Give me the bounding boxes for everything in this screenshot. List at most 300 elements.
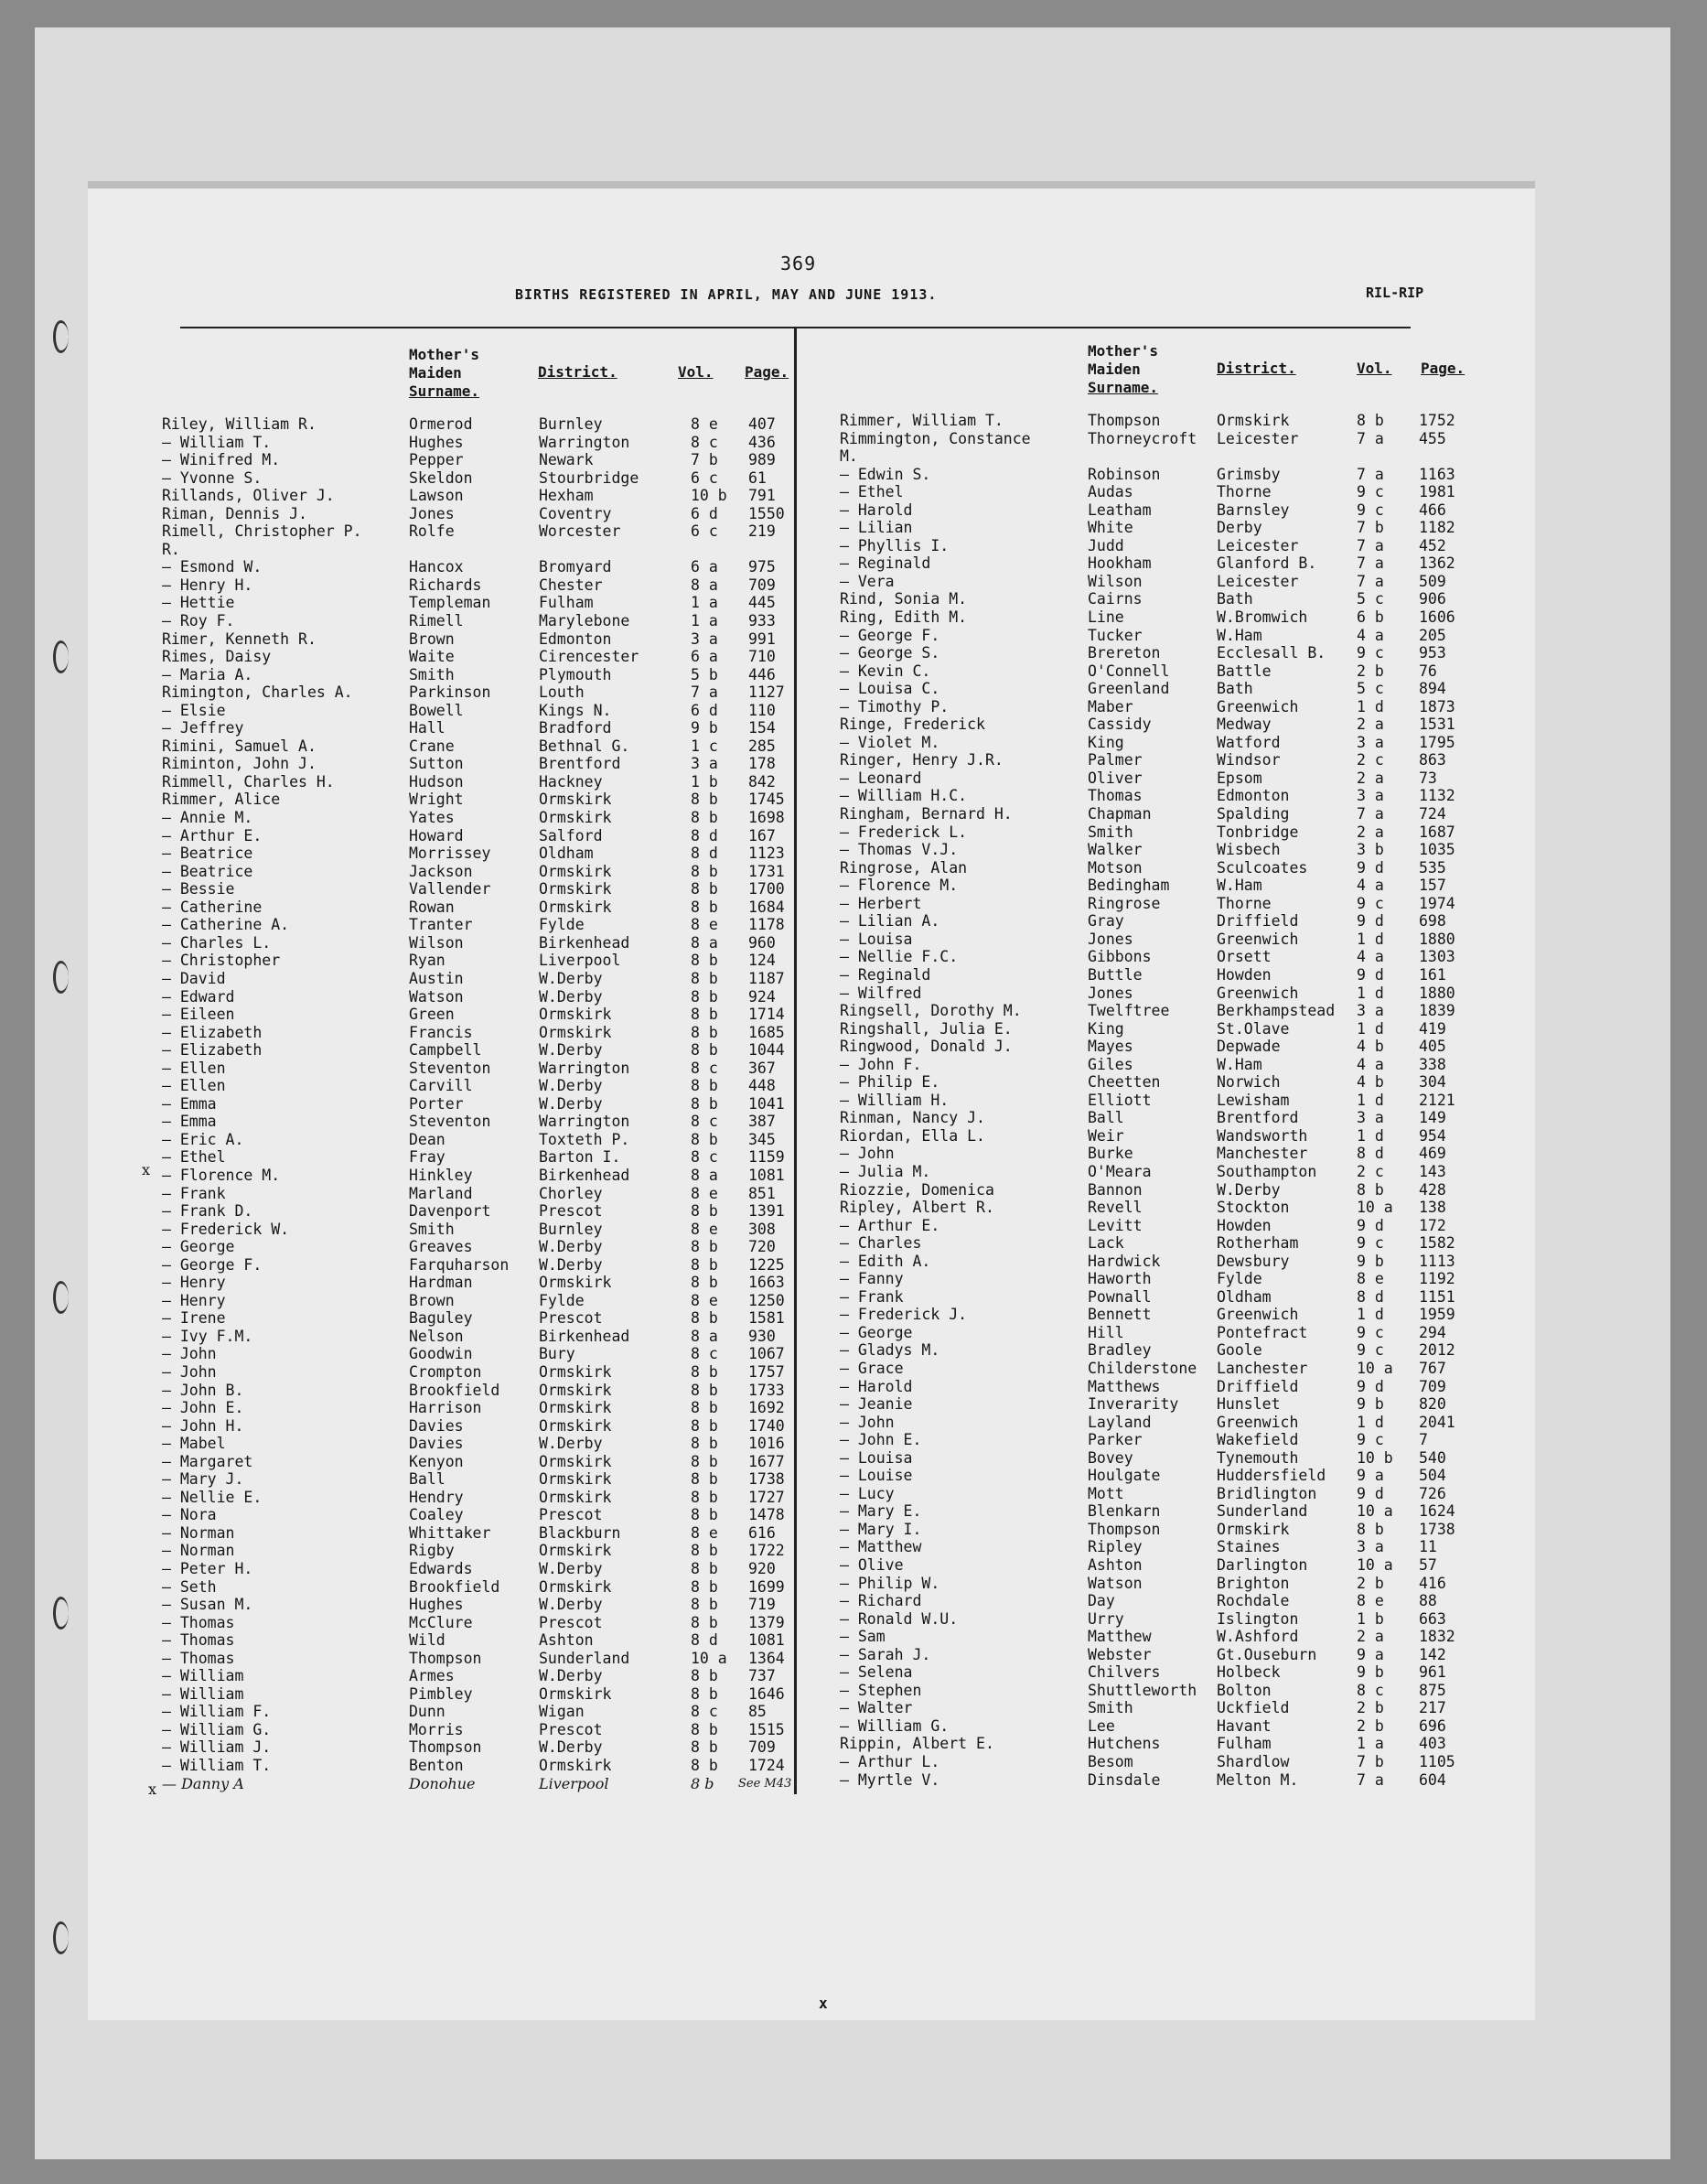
entry-vol: 8 e [1357,1592,1384,1610]
register-entry [162,1131,793,1149]
entry-vol: 1 d [1357,1413,1384,1431]
register-entry [162,1006,793,1024]
entry-district: Cirencester [539,648,639,666]
entry-mother: Thompson [1088,412,1161,429]
entry-district: Toxteth P. [539,1130,630,1148]
entry-mother: Line [1088,608,1124,627]
entry-name: — Irene [162,1309,226,1328]
register-entry [162,1060,793,1078]
entry-name: Ringham, Bernard H. [840,805,1013,823]
entry-district: Hunslet [1217,1395,1281,1414]
left-header-district: District. [538,363,617,381]
entry-name: — Margaret [162,1452,253,1470]
register-entry [840,412,1480,430]
entry-district: Ormskirk [539,1470,612,1489]
entry-district: Southampton [1217,1162,1317,1180]
entry-vol: 9 d [1357,1377,1384,1395]
entry-district: Bromyard [539,558,612,576]
register-entry [162,1041,793,1060]
entry-mother: Thorneycroft [1088,429,1197,447]
register-entry [840,1056,1480,1074]
entry-vol: 2 b [1357,1716,1384,1735]
entry-district: Orsett [1217,948,1272,966]
entry-vol: 6 a [691,558,718,576]
entry-page: 1123 [748,845,785,863]
entry-district: Battle [1217,662,1272,680]
register-entry [840,1521,1480,1539]
entry-name: — Charles L. [162,933,272,952]
entry-mother: Hancox [409,558,464,576]
entry-name: — Mary I. [840,1520,922,1538]
entry-page: 85 [748,1703,767,1721]
entry-mother: Wright [409,791,464,809]
entry-district: Edmonton [1217,787,1290,805]
sheet-edge [88,181,1535,188]
entry-district: Liverpool [539,952,621,970]
entry-page: 469 [1419,1145,1446,1163]
entry-mother: McClure [409,1613,473,1631]
entry-page: 1362 [1419,554,1455,573]
handwritten-page: See M43 [738,1776,792,1791]
entry-mother: Watson [409,987,464,1006]
entry-mother: Parker [1088,1431,1143,1449]
entry-mother: Thomas [1088,787,1143,805]
entry-vol: 9 d [1357,912,1384,931]
entry-district: Sunderland [539,1649,630,1667]
entry-district: W.Derby [539,1255,603,1274]
entry-mother: Palmer [1088,751,1143,769]
entry-district: Spalding [1217,805,1290,823]
register-entry [840,1270,1480,1288]
entry-vol: 1 b [1357,1609,1384,1628]
register-entry [840,1592,1480,1610]
entry-district: Oldham [539,845,594,863]
entry-district: Ormskirk [539,1416,612,1435]
entry-mother: Green [409,1006,455,1024]
entry-district: Salford [539,826,603,845]
entry-page: 961 [1419,1663,1446,1682]
entry-name: — Selena [840,1663,913,1682]
entry-page: 1581 [748,1309,785,1328]
entry-name: — Edith A. [840,1252,931,1270]
entry-vol: 2 b [1357,662,1384,680]
entry-district: Brentford [1217,1109,1299,1127]
entry-page: 767 [1419,1359,1446,1377]
entry-page: 1113 [1419,1252,1455,1270]
entry-mother: Ripley [1088,1538,1143,1556]
entry-district: Sculcoates [1217,858,1308,877]
entry-name: M. [840,447,858,466]
entry-mother: Webster [1088,1645,1152,1663]
entry-name: — Thomas [162,1613,235,1631]
entry-vol: 2 a [1357,1628,1384,1646]
handwritten-vol: 8 b [691,1774,714,1792]
register-entry [840,501,1480,520]
entry-name: — Nellie F.C. [840,948,959,966]
entry-district: Wakefield [1217,1431,1299,1449]
entry-vol: 10 a [1357,1502,1393,1521]
entry-district: Ormskirk [539,862,612,880]
entry-mother: Crompton [409,1362,482,1381]
entry-district: Prescot [539,1613,603,1631]
register-entry [162,576,793,595]
entry-mother: Hall [409,719,446,737]
entry-vol: 10 b [691,487,727,505]
entry-name: — Frederick J. [840,1306,968,1324]
register-entry [840,1092,1480,1110]
entry-mother: Davies [409,1435,464,1453]
entry-mother: Hill [1088,1323,1124,1341]
entry-vol: 8 b [691,1738,718,1757]
entry-vol: 8 b [691,1470,718,1489]
entry-mother: Rolfe [409,522,455,541]
entry-vol: 8 b [691,969,718,987]
entry-vol: 2 a [1357,715,1384,734]
entry-district: Bolton [1217,1681,1272,1699]
entry-mother: Kenyon [409,1452,464,1470]
entry-vol: 8 d [691,1631,718,1650]
entry-mother: Jones [409,504,455,522]
entry-mother: Ringrose [1088,894,1161,912]
entry-name: — George [162,1238,235,1256]
entry-page: 791 [748,487,776,505]
entry-name: Rimes, Daisy [162,648,272,666]
entry-name: — Lilian [840,519,913,537]
entry-district: W.Derby [539,1077,603,1095]
entry-mother: Jones [1088,930,1133,948]
entry-page: 2121 [1419,1091,1455,1109]
entry-mother: Carvill [409,1077,473,1095]
entry-vol: 8 b [691,862,718,880]
entry-vol: 9 d [1357,965,1384,984]
register-entry [840,1699,1480,1717]
entry-vol: 9 c [1357,483,1384,501]
entry-district: Wandsworth [1217,1126,1308,1145]
entry-mother: Hendry [409,1488,464,1506]
entry-district: St.Olave [1217,1019,1290,1038]
register-entry [840,1109,1480,1127]
entry-name: — Elizabeth [162,1023,263,1041]
register-entry [840,1502,1480,1521]
entry-district: Uckfield [1217,1699,1290,1717]
register-entry [162,1489,793,1507]
entry-name: — William T. [162,1757,272,1775]
entry-name: — Lilian A. [840,912,940,931]
register-entry [840,1449,1480,1468]
entry-mother: King [1088,1019,1124,1038]
entry-page: 726 [1419,1484,1446,1502]
entry-page: 157 [1419,877,1446,895]
margin-mark: x [148,1781,157,1798]
register-entry [840,608,1480,627]
entry-name: — Peter H. [162,1560,253,1577]
entry-mother: Brown [409,629,455,648]
entry-vol: 8 b [691,1381,718,1399]
register-entry [840,1395,1480,1414]
entry-name: — Phyllis I. [840,536,950,554]
register-entry [162,791,793,809]
entry-vol: 9 b [1357,1252,1384,1270]
entry-mother: Jackson [409,862,473,880]
entry-name: Rind, Sonia M. [840,590,968,608]
entry-page: 73 [1419,769,1437,787]
entry-vol: 5 c [1357,680,1384,698]
register-entry [162,1596,793,1614]
entry-name: — Catherine A. [162,916,290,934]
entry-district: Norwich [1217,1073,1281,1092]
entry-mother: Steventon [409,1059,491,1077]
entry-page: 285 [748,737,776,755]
handwritten-mother: Donohue [409,1774,476,1792]
entry-page: 933 [748,612,776,630]
entry-page: 863 [1419,751,1446,769]
entry-mother: Hughes [409,1596,464,1614]
entry-name: Rinman, Nancy J. [840,1109,985,1127]
entry-district: Watford [1217,733,1281,751]
register-entry [162,1363,793,1382]
footer-mark: x [819,1995,828,2012]
entry-district: Driffield [1217,1377,1299,1395]
register-entry [840,1646,1480,1664]
entry-page: 1745 [748,791,785,809]
entry-vol: 8 b [691,1238,718,1256]
register-entry [840,447,1480,466]
entry-district: Wigan [539,1703,585,1721]
entry-vol: 4 a [1357,626,1384,644]
entry-page: 1731 [748,862,785,880]
entry-name: Rimer, Kenneth R. [162,629,317,648]
register-entry [162,1738,793,1757]
entry-mother: Mayes [1088,1038,1133,1056]
register-entry [162,1167,793,1185]
entry-page: 989 [748,451,776,469]
register-entry [162,469,793,488]
entry-name: — Catherine [162,898,263,916]
entry-page: 920 [748,1560,776,1577]
entry-district: Burnley [539,1220,603,1238]
entry-name: Ringrose, Alan [840,858,968,877]
entry-vol: 8 e [1357,1270,1384,1288]
entry-page: 138 [1419,1199,1446,1217]
entry-page: 710 [748,648,776,666]
register-entry [840,769,1480,788]
register-entry [162,863,793,881]
entry-mother: Twelftree [1088,1002,1170,1020]
entry-name: — Emma [162,1094,217,1113]
register-entry [840,895,1480,913]
entry-name: — William H. [840,1091,950,1109]
entry-vol: 4 a [1357,948,1384,966]
entry-name: — Roy F. [162,612,235,630]
entry-mother: Morrissey [409,845,491,863]
register-entry [840,554,1480,573]
register-entry [162,1578,793,1597]
entry-name: — Myrtle V. [840,1770,940,1789]
register-entry [840,805,1480,823]
entry-mother: Baguley [409,1309,473,1328]
entry-mother: Thompson [1088,1520,1161,1538]
entry-district: Howden [1217,965,1272,984]
entry-mother: Smith [409,665,455,683]
register-entry [162,648,793,666]
entry-vol: 2 b [1357,1574,1384,1592]
entry-vol: 8 b [691,1506,718,1524]
register-entry [162,1095,793,1114]
entry-name: Rimell, Christopher P. [162,522,362,541]
entry-page: 172 [1419,1216,1446,1234]
entry-vol: 7 a [1357,465,1384,483]
register-entry [162,755,793,773]
entry-vol: 8 b [691,1255,718,1274]
entry-mother: Ryan [409,952,446,970]
entry-name: — Elsie [162,701,226,719]
entry-page: 1684 [748,898,785,916]
entry-mother: Layland [1088,1413,1152,1431]
register-entry [162,1667,793,1685]
entry-name: — Christopher [162,952,281,970]
entry-mother: Goodwin [409,1345,473,1363]
entry-district: W.Derby [539,1238,603,1256]
entry-vol: 8 b [691,1041,718,1060]
entry-vol: 4 a [1357,1055,1384,1073]
entry-page: 1606 [1419,608,1455,627]
entry-name: — Arthur E. [162,826,263,845]
entry-district: Ormskirk [539,791,612,809]
entry-page: 124 [748,952,776,970]
register-entry [162,702,793,720]
register-entry [162,666,793,684]
entry-mother: Greenland [1088,680,1170,698]
entry-mother: Motson [1088,858,1143,877]
entry-vol: 8 b [1357,412,1384,429]
entry-mother: Hookham [1088,554,1152,573]
register-entry [162,1542,793,1560]
right-header-vol: Vol. [1357,360,1392,377]
register-entry [840,590,1480,608]
entry-mother: Vallender [409,880,491,898]
register-entry [162,1757,793,1775]
entry-mother: Giles [1088,1055,1133,1073]
entry-mother: Smith [1088,823,1133,841]
entry-page: 975 [748,558,776,576]
entry-mother: Richards [409,576,482,594]
entry-district: Chester [539,576,603,594]
entry-mother: Haworth [1088,1270,1152,1288]
entry-page: 720 [748,1238,776,1256]
entry-district: Huddersfield [1217,1467,1326,1485]
entry-page: 403 [1419,1735,1446,1753]
entry-vol: 8 b [691,791,718,809]
entry-name: — Henry H. [162,576,253,594]
register-entry [840,1020,1480,1038]
entry-page: 709 [748,576,776,594]
entry-mother: White [1088,519,1133,537]
register-entry [840,1073,1480,1092]
entry-district: W.Ham [1217,626,1262,644]
entry-district: Windsor [1217,751,1281,769]
entry-mother: Blenkarn [1088,1502,1161,1521]
entry-vol: 8 b [691,1006,718,1024]
entry-vol: 3 a [691,629,718,648]
entry-page: 663 [1419,1609,1446,1628]
register-entry [840,644,1480,662]
entry-vol: 1 d [1357,930,1384,948]
entry-name: R. [162,540,180,558]
entry-district: Stourbridge [539,468,639,487]
entry-name: — Sam [840,1628,886,1646]
entry-name: — Arthur E. [840,1216,940,1234]
entry-vol: 7 a [1357,429,1384,447]
entry-mother: Thompson [409,1649,482,1667]
entry-name: — John [162,1362,217,1381]
entry-vol: 8 c [691,1345,718,1363]
entry-page: 61 [748,468,767,487]
register-entry [840,1378,1480,1396]
register-entry [840,1735,1480,1753]
entry-district: Fylde [539,1291,585,1309]
entry-district: Bradford [539,719,612,737]
entry-name: — Stephen [840,1681,922,1699]
entry-name: — David [162,969,226,987]
entry-mother: Jones [1088,984,1133,1002]
entry-vol: 2 c [1357,1162,1384,1180]
entry-vol: 9 c [1357,1234,1384,1253]
entry-district: W.Derby [539,1560,603,1577]
entry-name: Ripley, Albert R. [840,1199,994,1217]
entry-name: — John H. [162,1416,244,1435]
entry-mother: Buttle [1088,965,1143,984]
entry-district: Ormskirk [1217,1520,1290,1538]
register-entry [840,1414,1480,1432]
entry-name: — Henry [162,1274,226,1292]
entry-vol: 9 c [1357,644,1384,662]
entry-district: Shardlow [1217,1753,1290,1771]
entry-vol: 1 d [1357,984,1384,1002]
entry-district: Ormskirk [539,898,612,916]
entry-vol: 1 a [691,612,718,630]
register-entry [162,1202,793,1221]
entry-vol: 8 b [691,1560,718,1577]
entry-district: Dewsbury [1217,1252,1290,1270]
entry-mother: Audas [1088,483,1133,501]
register-entry [840,519,1480,537]
entry-name: — Eric A. [162,1130,244,1148]
register-entry [840,966,1480,984]
entry-page: 405 [1419,1038,1446,1056]
entry-page: 1740 [748,1416,785,1435]
entry-page: 1757 [748,1362,785,1381]
entry-page: 1303 [1419,948,1455,966]
entry-name: — Esmond W. [162,558,263,576]
entry-district: Leicester [1217,572,1299,590]
entry-page: 452 [1419,536,1446,554]
entry-vol: 8 a [691,1166,718,1184]
entry-page: 149 [1419,1109,1446,1127]
entry-district: Tynemouth [1217,1448,1299,1467]
entry-district: Prescot [539,1309,603,1328]
entry-page: 1738 [748,1470,785,1489]
entry-mother: Cairns [1088,590,1143,608]
handwritten-name: — Danny A [162,1774,244,1792]
entry-page: 1132 [1419,787,1455,805]
entry-district: Burnley [539,415,603,433]
register-entry [162,1685,793,1704]
entry-district: Holbeck [1217,1663,1281,1682]
entry-district: Thorne [1217,483,1272,501]
entry-mother: Austin [409,969,464,987]
entry-district: Driffield [1217,912,1299,931]
entry-vol: 9 a [1357,1467,1384,1485]
